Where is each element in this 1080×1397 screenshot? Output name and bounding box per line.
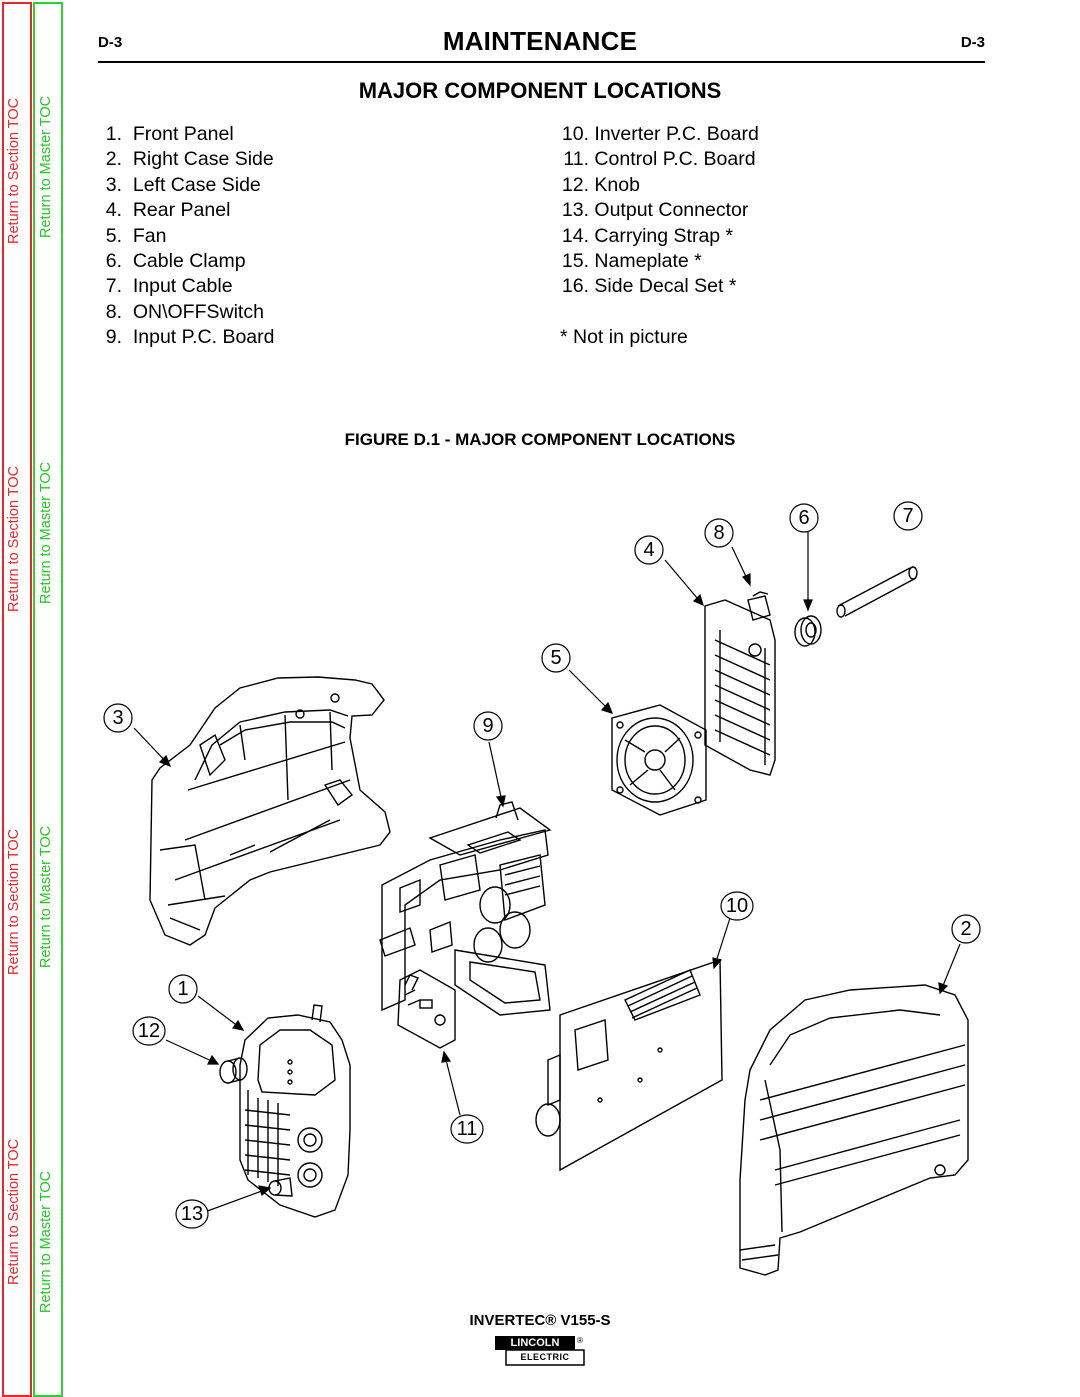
list-item: 13. Output Connector	[561, 199, 749, 222]
right-case-side-part	[740, 985, 968, 1275]
section-title: MAINTENANCE	[442, 26, 638, 56]
cable-clamp-part	[795, 616, 821, 646]
callout-5: 5	[541, 643, 571, 673]
list-item: 10. Inverter P.C. Board	[561, 123, 759, 145]
input-cable-part	[837, 567, 917, 617]
output-connector-part	[269, 1178, 292, 1196]
list-item: 1. Front Panel	[105, 123, 234, 145]
list-item: 9. Input P.C. Board	[105, 326, 275, 349]
list-item: 6. Cable Clamp	[105, 250, 246, 273]
list-item: 8. ON\OFFSwitch	[105, 300, 264, 323]
page-title: MAJOR COMPONENT LOCATIONS	[358, 78, 722, 103]
list-item: 15. Nameplate *	[561, 250, 702, 273]
callout-7: 7	[893, 501, 923, 531]
callout-1: 1	[168, 974, 198, 1004]
figure-title: FIGURE D.1 - MAJOR COMPONENT LOCATIONS	[344, 430, 736, 449]
return-to-section-toc-link[interactable]: Return to Section TOC	[6, 465, 22, 612]
fan-part	[612, 705, 706, 815]
rear-panel-part	[705, 600, 775, 775]
return-to-master-toc-link[interactable]: Return to Master TOC	[38, 1170, 54, 1313]
callout-9: 9	[473, 711, 503, 741]
callout-3: 3	[103, 703, 133, 733]
callout-13: 13	[175, 1199, 209, 1229]
return-to-master-toc-link[interactable]: Return to Master TOC	[38, 825, 54, 968]
front-panel-part	[240, 1005, 350, 1217]
page-code-left: D-3	[98, 34, 123, 51]
return-to-master-toc-link[interactable]: Return to Master TOC	[38, 461, 54, 604]
callout-4: 4	[634, 535, 664, 565]
left-case-side-part	[150, 677, 390, 945]
lincoln-electric-logo: LINCOLN ® ELECTRIC	[494, 1335, 586, 1367]
return-to-section-toc-link[interactable]: Return to Section TOC	[6, 828, 22, 975]
page-code-right: D-3	[960, 34, 985, 51]
callout-2: 2	[951, 914, 981, 944]
callout-10: 10	[720, 891, 754, 921]
callout-6: 6	[789, 503, 819, 533]
list-item: 14. Carrying Strap *	[561, 224, 734, 247]
list-item: 2. Right Case Side	[105, 148, 274, 171]
return-to-section-toc-link[interactable]: Return to Section TOC	[6, 97, 22, 244]
inverter-pc-board-part	[536, 960, 722, 1170]
callout-12: 12	[132, 1016, 166, 1046]
return-to-section-toc-link[interactable]: Return to Section TOC	[6, 1138, 22, 1285]
not-in-picture-note: * Not in picture	[560, 326, 688, 348]
list-item: 11. Control P.C. Board	[563, 148, 756, 171]
list-item: 5. Fan	[105, 224, 167, 247]
model-name: INVERTEC® V155-S	[469, 1312, 611, 1329]
callout-11: 11	[450, 1114, 484, 1144]
list-item: 4. Rear Panel	[105, 199, 231, 222]
callout-8: 8	[704, 518, 734, 548]
list-item: 16. Side Decal Set *	[561, 275, 737, 298]
list-item: 3. Left Case Side	[105, 173, 261, 196]
control-pc-board-part	[398, 970, 455, 1048]
knob-part	[220, 1058, 247, 1083]
return-to-master-toc-link[interactable]: Return to Master TOC	[38, 95, 54, 238]
list-item: 12. Knob	[561, 173, 640, 196]
list-item: 7. Input Cable	[105, 275, 233, 298]
